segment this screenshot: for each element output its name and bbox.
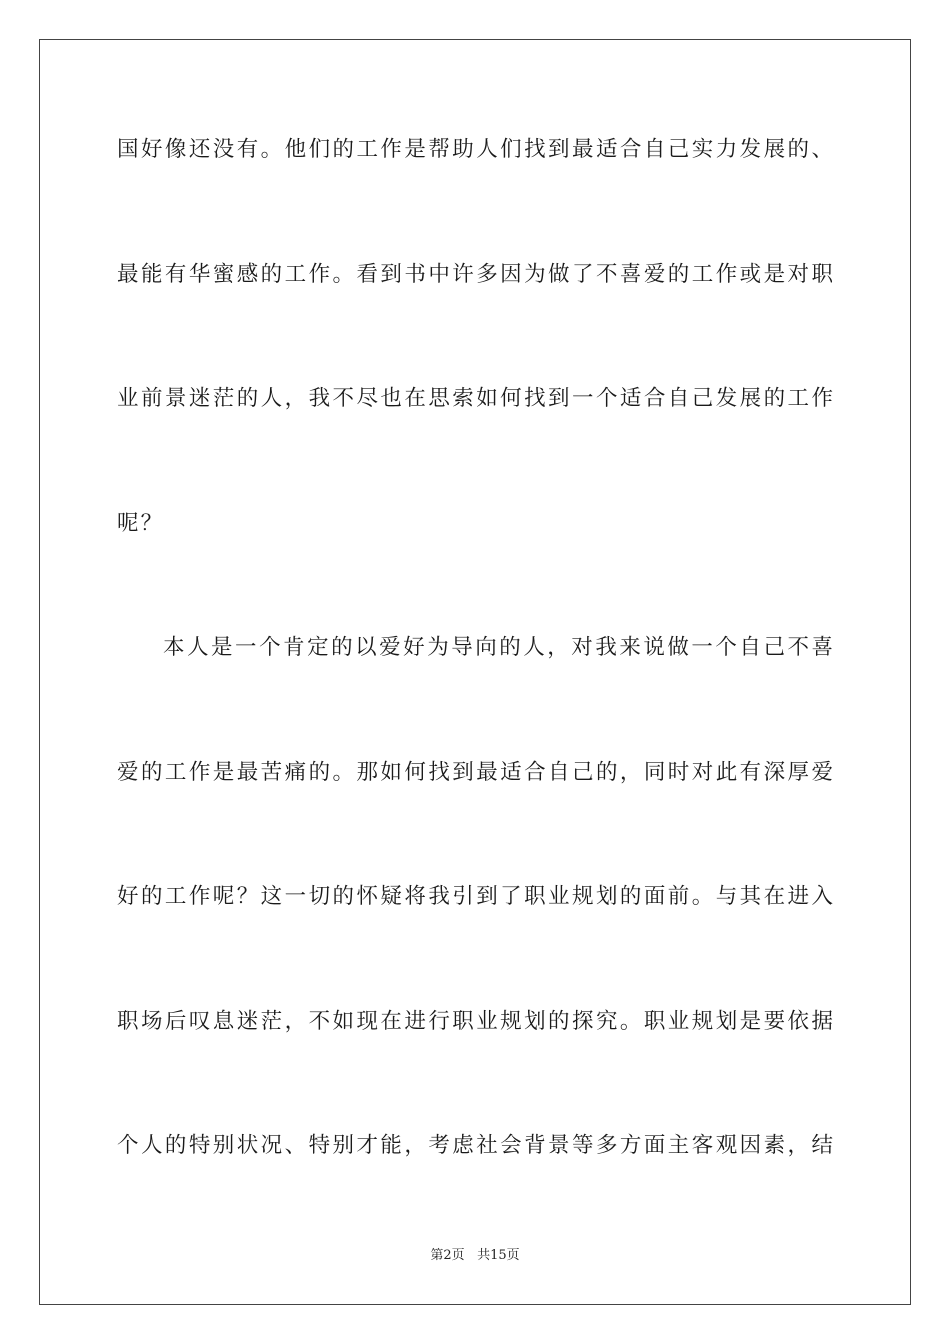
paragraph-line-4: 呢？ xyxy=(117,511,165,536)
paragraph-line-2: 最能有华蜜感的工作。看到书中许多因为做了不喜爱的工作或是对职 xyxy=(117,262,833,287)
paragraph-line-7: 好的工作呢？这一切的怀疑将我引到了职业规划的面前。与其在进入 xyxy=(117,884,833,909)
paragraph-line-6: 爱的工作是最苦痛的。那如何找到最适合自己的，同时对此有深厚爱 xyxy=(117,760,833,785)
paragraph-line-3: 业前景迷茫的人，我不尽也在思索如何找到一个适合自己发展的工作 xyxy=(117,386,833,411)
paragraph-line-1: 国好像还没有。他们的工作是帮助人们找到最适合自己实力发展的、 xyxy=(117,137,833,162)
paragraph-line-5: 本人是一个肯定的以爱好为导向的人，对我来说做一个自己不喜 xyxy=(163,635,833,660)
page-total: 共15页 xyxy=(477,1248,520,1263)
page-number: 第2页 xyxy=(430,1248,465,1263)
page-border xyxy=(39,39,911,1305)
paragraph-line-8: 职场后叹息迷茫，不如现在进行职业规划的探究。职业规划是要依据 xyxy=(117,1009,833,1034)
page-footer xyxy=(0,1247,950,1265)
paragraph-line-9: 个人的特别状况、特别才能，考虑社会背景等多方面主客观因素，结 xyxy=(117,1133,833,1158)
